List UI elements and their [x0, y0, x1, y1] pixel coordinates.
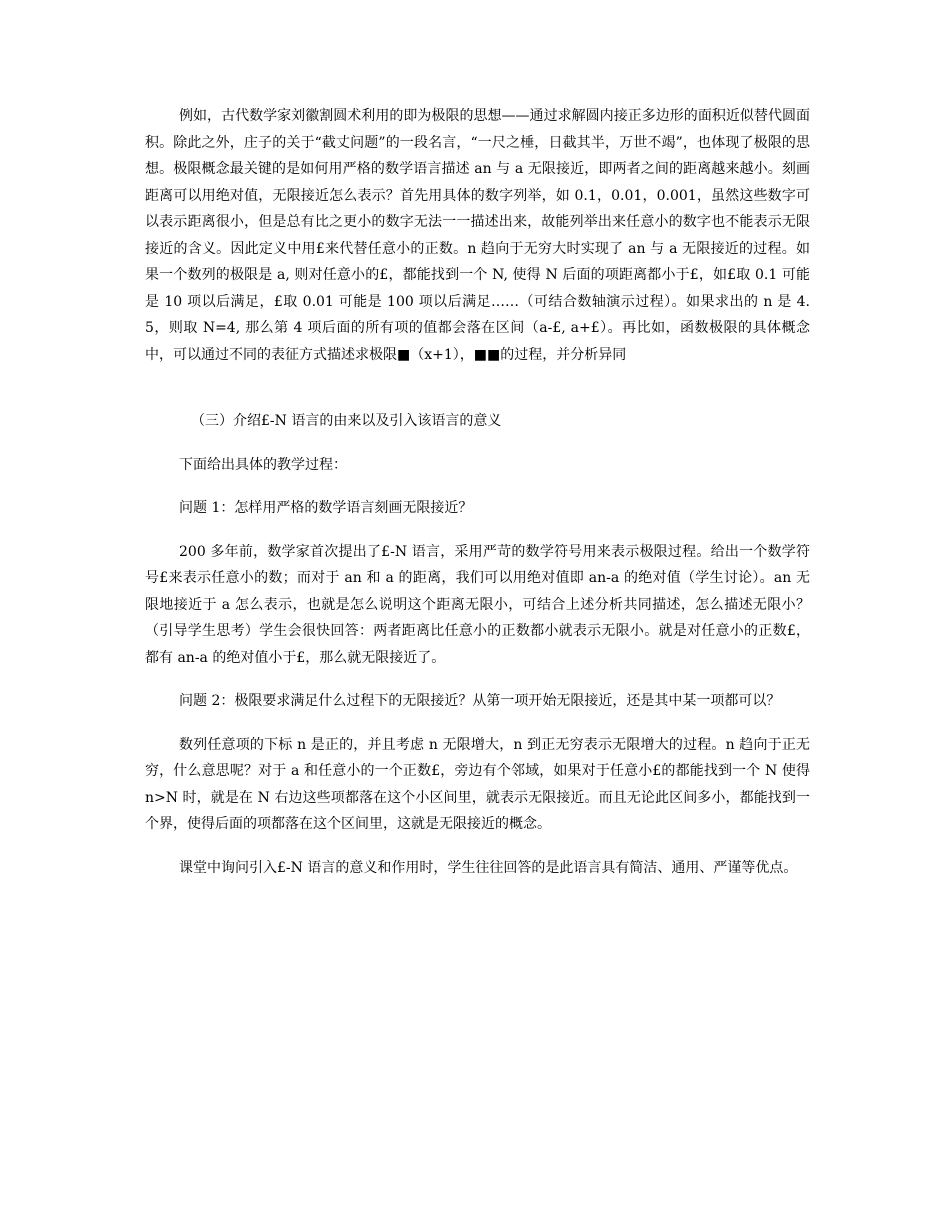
section-spacer [145, 368, 810, 408]
paragraph-sequence-index: 数列任意项的下标 n 是正的，并且考虑 n 无限增大，n 到正无穷表示无限增大的过程。n 趋向于正无穷，什么意思呢？对于 a 和任意小的一个正数£，旁边有个邻域，如果对于任意小£的都能找到一个 N 使得 n>N 时，就是在 N 右边这些项都落在这个小区间里，就表示无限接近。而且无论此区间多小，都能找到一个界，使得后面的项都落在这个区间里，这就是无限接近的概念。 [145, 736, 810, 832]
paragraph-question-2: 问题 2：极限要求满足什么过程下的无限接近？从第一项开始无限接近，还是其中某一项都可以？ [179, 693, 781, 709]
paragraph-spacer [145, 715, 810, 732]
section-heading-3: （三）介绍£-N 语言的由来以及引入该语言的意义 [191, 413, 502, 429]
paragraph-spacer [145, 435, 810, 452]
paragraph-spacer [145, 838, 810, 855]
paragraph-teaching-process-intro: 下面给出具体的教学过程： [179, 456, 347, 473]
document-page [145, 103, 810, 881]
paragraph-spacer [145, 671, 810, 688]
paragraph-liu-hui-limit-idea: 例如，古代数学家刘徽割圆术利用的即为极限的思想——通过求解圆内接正多边形的面积近似替代圆面积。除此之外，庄子的关于“截丈问题”的一段名言，“一尺之棰，日截其半，万世不竭”，也体现了极限的思想。极限概念最关键的是如何用严格的数学语言描述 an 与 a 无限接近，即两者之间的距离越来越小。刻画距离可以用绝对值，无限接近怎么表示？首先用具体的数字列举，如 0.1，0.01，0.001，虽然这些数字可以表示距离很小，但是总有比之更小的数字无法一一描述出来，故能列举出来任意小的数字也不能表示无限接近的含义。因此定义中用£来代替任意小的正数。n 趋向于无穷大时实现了 an 与 a 无限接近的过程。如果一个数列的极限是 a, 则对任意小的£，都能找到一个 N, 使得 N 后面的项距离都小于£，如£取 0.1 可能是 10 项以后满足，£取 0.01 可能是 100 项以后满足……（可结合数轴演示过程）。如果求出的 n 是 4.5，则取 N=4, 那么第 4 项后面的所有项的值都会落在区间（a-£, a+£）。再比如，函数极限的具体概念中，可以通过不同的表征方式描述求极限■（x+1），■■的过程，并分析异同 [145, 108, 810, 363]
paragraph-question-1: 问题 1：怎样用严格的数学语言刻画无限接近？ [179, 500, 473, 516]
paragraph-spacer [145, 522, 810, 539]
paragraph-language-significance: 课堂中询问引入£-N 语言的意义和作用时，学生往往回答的是此语言具有简洁、通用、严谨等优点。 [179, 859, 798, 876]
paragraph-epsilon-n-history: 200 多年前，数学家首次提出了£-N 语言，采用严苛的数学符号用来表示极限过程。给出一个数学符号£来表示任意小的数；而对于 an 和 a 的距离，我们可以用绝对值即 an-a 的绝对值（学生讨论）。an 无限地接近于 a 怎么表示，也就是怎么说明这个距离无限小，可结合上述分析共同描述，怎么描述无限小？（引导学生思考）学生会很快回答：两者距离比任意小的正数都小就表示无限小。就是对任意小的正数£，都有 an-a 的绝对值小于£，那么就无限接近了。 [145, 543, 810, 666]
paragraph-spacer [145, 478, 810, 495]
